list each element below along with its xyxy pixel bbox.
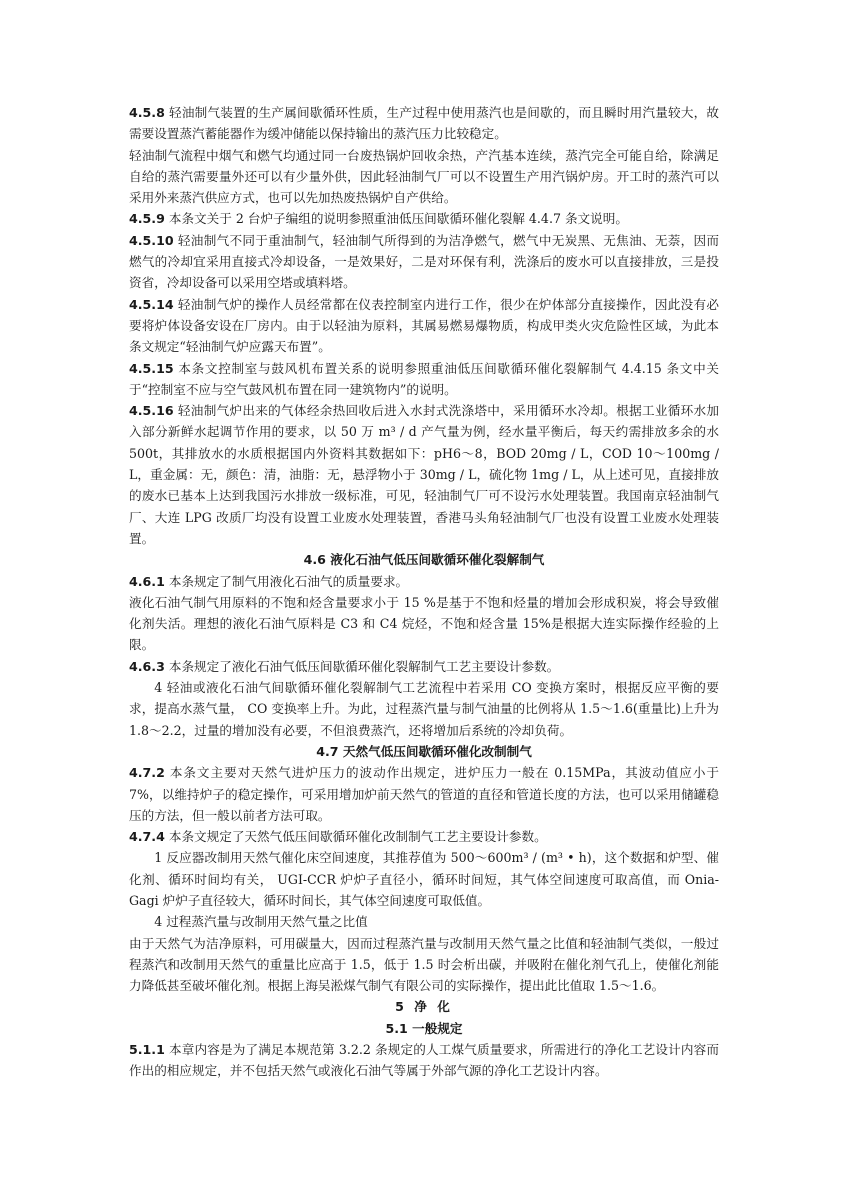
paragraph-4-7-4-item-4 bbox=[129, 911, 719, 932]
paragraph-4-5-8-continued bbox=[129, 145, 719, 209]
clause-number: 4.5.15 bbox=[129, 360, 174, 376]
paragraph-text: 4 过程蒸汽量与改制用天然气量之比值 bbox=[154, 914, 368, 930]
paragraph-4-5-10 bbox=[129, 230, 719, 294]
clause-number: 4.5.10 bbox=[129, 232, 174, 248]
clause-text: 轻油制气炉出来的气体经余热回收后进入水封式洗涤塔中，采用循环水冷却。根据工业循环水加入部分新鲜水起调节作用的要求，以 50 万 m³ / d 产气量为例，经水量平衡后，每天约需排放多余的水 500t，其排放水的水质根据国内外资料其数据如下：pH6～8，BOD 20mg / L，COD 10～100mg / L，重金属：无，颜色：清，油脂：无，悬浮物小于 30mg / L，硫化物 1mg / L，从上述可见，直接排放的废水已基本上达到我国污水排放一级标准，可见，轻油制气厂可不设污水处理装置。我国南京轻油制气厂、大连 LPG 改质厂均没有设置工业废水处理装置，香港马头角轻油制气厂也没有设置工业废水处理装置。 bbox=[129, 403, 719, 546]
clause-number: 4.5.14 bbox=[129, 296, 174, 312]
paragraph-4-5-14 bbox=[129, 294, 719, 358]
clause-number: 5.1.1 bbox=[129, 1042, 165, 1058]
clause-text: 轻油制气炉的操作人员经常都在仪表控制室内进行工作，很少在炉体部分直接操作，因此没有必要将炉体设备安设在厂房内。由于以轻油为原料，其属易燃易爆物质，构成甲类火灾危险性区域，为此本条文规定“轻油制气炉应露天布置”。 bbox=[129, 296, 719, 355]
section-heading-4-7: 4.7 天然气低压间歇循环催化改制制气 bbox=[316, 743, 532, 759]
paragraph-4-5-9 bbox=[129, 208, 719, 229]
clause-text: 轻油制气不同于重油制气，轻油制气所得到的为洁净燃气，燃气中无炭黑、无焦油、无萘，因而燃气的冷却宜采用直接式冷却设备，一是效果好，二是对环保有利，洗涤后的废水可以直接排放，三是投资省，冷却设备可以采用空塔或填料塔。 bbox=[129, 232, 719, 291]
paragraph-4-6-3 bbox=[129, 656, 719, 677]
clause-number: 4.5.8 bbox=[129, 105, 165, 120]
clause-number: 4.5.16 bbox=[129, 403, 174, 419]
section-heading-4-6: 4.6 液化石油气低压间歇循环催化裂解制气 bbox=[303, 552, 545, 568]
clause-text: 本条规定了制气用液化石油气的质量要求。 bbox=[168, 573, 409, 589]
clause-text: 本条文关于 2 台炉子编组的说明参照重油低压间歇循环催化裂解 4.4.7 条文说明。 bbox=[168, 211, 628, 227]
paragraph-text: 1 反应器改制用天然气催化床空间速度，其推荐值为 500～600m³ / (m³ • h)，这个数据和炉型、催化剂、循环时间均有关， UGI-CCR 炉炉子直径小，循环时间短，其气体空间速度可取高值，而 Onia-Gagi 炉炉子直径较大，循环时间长，其气体空间速度可取低值。 bbox=[129, 850, 719, 908]
clause-text: 轻油制气装置的生产属间歇循环性质，生产过程中使用蒸汽也是间歇的，而且瞬时用汽量较大，故需要设置蒸汽蓄能器作为缓冲储能以保持输出的蒸汽压力比较稳定。 bbox=[129, 105, 719, 142]
paragraph-4-5-8 bbox=[129, 102, 719, 145]
paragraph-text: 4 轻油或液化石油气间歇循环催化裂解制气工艺流程中若采用 CO 变换方案时，根据反应平衡的要求，提高水蒸气量， CO 变换率上升。为此，过程蒸汽量与制气油量的比例将从 1.5～1.6(重量比)上升为 1.8～2.2，过量的增加没有必要，不但浪费蒸汽，还将增加后系统的冷却负荷。 bbox=[129, 680, 719, 738]
paragraph-4-6-1 bbox=[129, 571, 719, 592]
chapter-heading-5: 5 净 化 bbox=[395, 999, 453, 1015]
paragraph-4-5-16 bbox=[129, 400, 719, 549]
paragraph-text: 轻油制气流程中烟气和燃气均通过同一台废热锅炉回收余热，产汽基本连续，蒸汽完全可能自给，除满足自给的蒸汽需要量外还可以有少量外供，因此轻油制气厂可以不设置生产用汽锅炉房。开工时的蒸汽可以采用外来蒸汽供应方式，也可以先加热废热锅炉自产供给。 bbox=[129, 147, 719, 206]
paragraph-4-6-1-continued bbox=[129, 592, 719, 656]
paragraph-text: 液化石油气制气用原料的不饱和烃含量要求小于 15 %是基于不饱和烃量的增加会形成积炭，将会导致催化剂失活。理想的液化石油气原料是 C3 和 C4 烷烃，不饱和烃含量 15%是根据大连实际操作经验的上限。 bbox=[129, 594, 719, 653]
clause-text: 本章内容是为了满足本规范第 3.2.2 条规定的人工煤气质量要求，所需进行的净化工艺设计内容而作出的相应规定，并不包括天然气或液化石油气等属于外部气源的净化工艺设计内容。 bbox=[129, 1042, 719, 1079]
paragraph-4-5-15 bbox=[129, 358, 719, 401]
paragraph-text: 由于天然气为洁净原料，可用碳量大，因而过程蒸汽量与改制用天然气量之比值和轻油制气类似，一般过程蒸汽和改制用天然气的重量比应高于 1.5，低于 1.5 时会析出碳，并吸附在催化剂气孔上，使催化剂能力降低甚至破坏催化剂。根据上海吴淞煤气制气有限公司的实际操作，提出此比值取 1.5～1.6。 bbox=[129, 935, 719, 994]
clause-text: 本条规定了液化石油气低压间歇循环催化裂解制气工艺主要设计参数。 bbox=[168, 658, 560, 674]
clause-text: 本条文控制室与鼓风机布置关系的说明参照重油低压间歇循环催化裂解制气 4.4.15 条文中关于“控制室不应与空气鼓风机布置在同一建筑物内”的说明。 bbox=[129, 360, 719, 397]
paragraph-4-7-4-item-1 bbox=[129, 847, 719, 911]
clause-number: 4.7.2 bbox=[129, 765, 165, 781]
clause-text: 本条文主要对天然气进炉压力的波动作出规定，进炉压力一般在 0.15MPa，其波动值应小于 7%，以维持炉子的稳定操作，可采用增加炉前天然气的管道的直径和管道长度的方法，也可以采用储罐稳压的方法，但一般以前者方法可取。 bbox=[129, 765, 719, 823]
clause-number: 4.6.1 bbox=[129, 573, 165, 589]
clause-number: 4.6.3 bbox=[129, 658, 165, 674]
paragraph-4-7-2 bbox=[129, 762, 719, 826]
paragraph-5-1-1 bbox=[129, 1039, 719, 1082]
clause-number: 4.5.9 bbox=[129, 211, 165, 227]
paragraph-4-6-3-item-4 bbox=[129, 677, 719, 741]
clause-text: 本条文规定了天然气低压间歇循环催化改制制气工艺主要设计参数。 bbox=[168, 829, 547, 845]
document-page bbox=[129, 102, 719, 1082]
section-heading-5-1: 5.1 一般规定 bbox=[385, 1020, 463, 1036]
paragraph-4-7-4 bbox=[129, 826, 719, 847]
clause-number: 4.7.4 bbox=[129, 829, 165, 845]
paragraph-4-7-4-item-4-body bbox=[129, 933, 719, 997]
